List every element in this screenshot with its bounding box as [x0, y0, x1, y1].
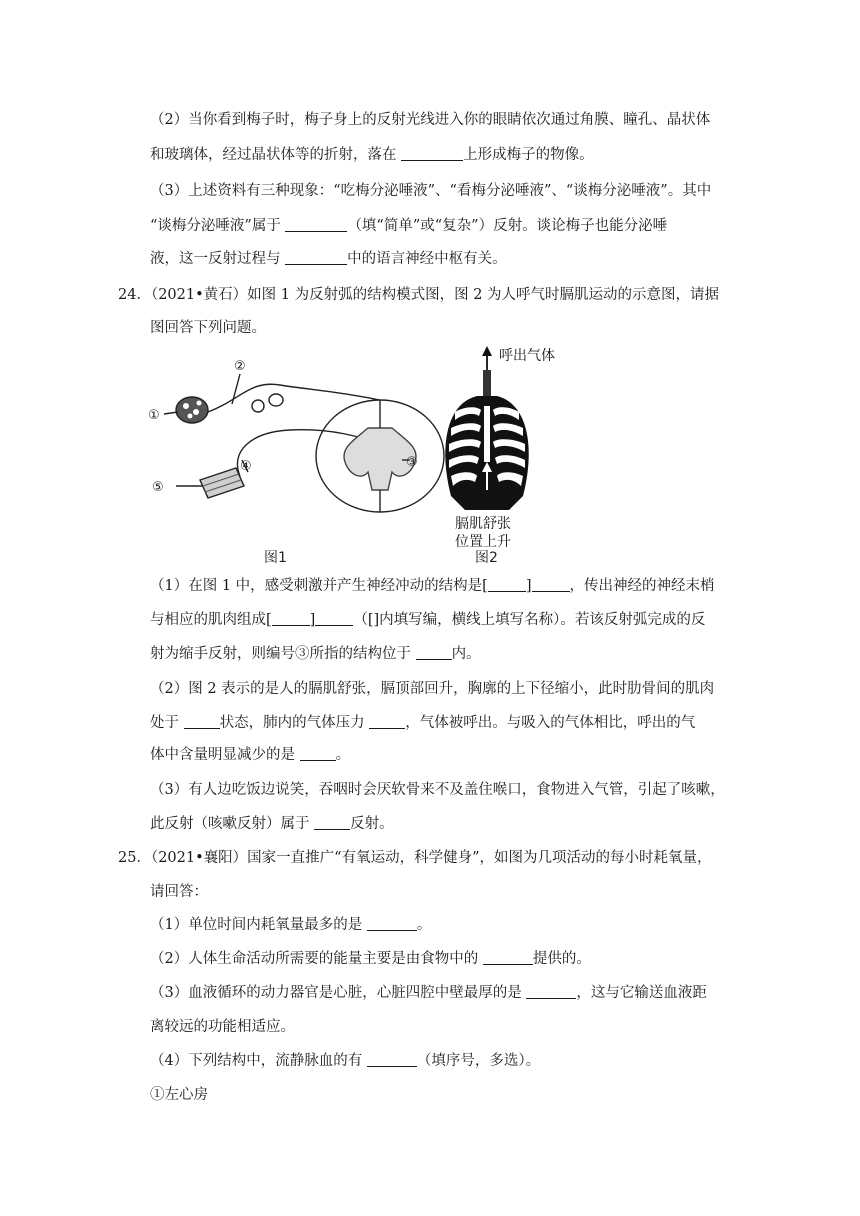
marker-1: ①: [148, 408, 160, 423]
q25-stem-line2: 请回答：: [150, 884, 208, 900]
q24-stem-line1: 24．（2021•黄石）如图 1 为反射弧的结构模式图，图 2 为人呼气时膈肌运动的示意图，请据: [118, 287, 720, 303]
answer-blank[interactable]: [315, 611, 353, 626]
answer-blank[interactable]: [532, 577, 570, 592]
q23-part3-line2: “谈梅分泌唾液”属于 （填“简单”或“复杂”）反射。谈论梅子也能分泌唾: [150, 218, 668, 234]
answer-blank[interactable]: [488, 577, 526, 592]
marker-5: ⑤: [152, 480, 164, 495]
q25-part3-line2: 离较远的功能相适应。: [150, 1019, 295, 1035]
q25-option-1: ①左心房: [150, 1087, 208, 1103]
q23-part3-line3: 液，这一反射过程与 中的语言神经中枢有关。: [150, 251, 507, 267]
q24-part2-line1: （2）图 2 表示的是人的膈肌舒张，膈顶部回升，胸廓的上下径缩小，此时肋骨间的肌肉: [150, 681, 715, 697]
q25-part2: （2）人体生命活动所需要的能量主要是由食物中的 提供的。: [150, 951, 591, 967]
fig2-caption: 图2: [475, 550, 498, 566]
ribcage-figure: [445, 346, 555, 550]
q23-part2-line1: （2）当你看到梅子时，梅子身上的反射光线进入你的眼睛依次通过角膜、瞳孔、晶状体: [150, 112, 711, 128]
fig1-caption: 图1: [264, 550, 287, 566]
q25-part4: （4）下列结构中，流静脉血的有 （填序号，多选）。: [150, 1053, 541, 1069]
q24-part3-line2: 此反射（咳嗽反射）属于 反射。: [150, 816, 394, 832]
answer-blank[interactable]: [367, 1052, 417, 1067]
answer-blank[interactable]: [285, 250, 347, 265]
answer-blank[interactable]: [285, 217, 347, 232]
q24-part2-line2: 处于 状态，肺内的气体压力 ，气体被呼出。与吸入的气体相比，呼出的气: [150, 715, 696, 731]
fig2-bottom-label-2: 位置上升: [455, 534, 511, 550]
q24-figure: [140, 340, 580, 570]
q25-part1: （1）单位时间内耗氧量最多的是 。: [150, 917, 432, 933]
exhale-arrowhead: [482, 346, 492, 356]
q24-part1-line2: 与相应的肌肉组成[ ] （[]内填写编，横线上填写名称）。若该反射弧完成的反: [150, 612, 706, 628]
effector-muscle: [200, 468, 244, 498]
marker-2: ②: [234, 359, 246, 374]
q24-part1-line3: 射为缩手反射，则编号③所指的结构位于 内。: [150, 646, 481, 662]
marker-4: ④: [240, 459, 252, 474]
q25-stem-line1: 25．（2021•襄阳）国家一直推广“有氧运动，科学健身”，如图为几项活动的每小时耗氧量，: [118, 850, 712, 866]
q24-part2-line3: 体中含量明显减少的是 。: [150, 747, 351, 763]
answer-blank[interactable]: [416, 645, 452, 660]
reflex-arc-and-ribcage-diagram: [140, 340, 580, 570]
reflex-arc-figure: [164, 374, 444, 512]
fig2-bottom-label-1: 膈肌舒张: [455, 516, 511, 532]
q24-stem-line2: 图回答下列问题。: [150, 320, 266, 336]
q23-part2-line2: 和玻璃体，经过晶状体等的折射，落在 上形成梅子的物像。: [150, 147, 594, 163]
receptor-blob: [176, 397, 208, 423]
answer-blank[interactable]: [526, 984, 576, 999]
q25-part3-line1: （3）血液循环的动力器官是心脏，心脏四腔中壁最厚的是 ，这与它输送血液距: [150, 985, 707, 1001]
answer-blank[interactable]: [369, 714, 405, 729]
answer-blank[interactable]: [367, 916, 417, 931]
q24-part3-line1: （3）有人边吃饭边说笑，吞咽时会厌软骨来不及盖住喉口，食物进入气管，引起了咳嗽，: [150, 782, 725, 798]
answer-blank[interactable]: [314, 815, 350, 830]
q23-part3-line1: （3）上述资料有三种现象：“吃梅分泌唾液”、“看梅分泌唾液”、“谈梅分泌唾液”。其中: [150, 183, 712, 199]
answer-blank[interactable]: [272, 611, 310, 626]
answer-blank[interactable]: [184, 714, 220, 729]
q24-part1-line1: （1）在图 1 中，感受刺激并产生神经冲动的结构是[ ] ，传出神经的神经末梢: [150, 578, 715, 594]
marker-3: ③: [406, 455, 418, 470]
answer-blank[interactable]: [300, 746, 336, 761]
answer-blank[interactable]: [483, 950, 533, 965]
answer-blank[interactable]: [401, 146, 463, 161]
fig2-top-label: 呼出气体: [499, 348, 555, 364]
